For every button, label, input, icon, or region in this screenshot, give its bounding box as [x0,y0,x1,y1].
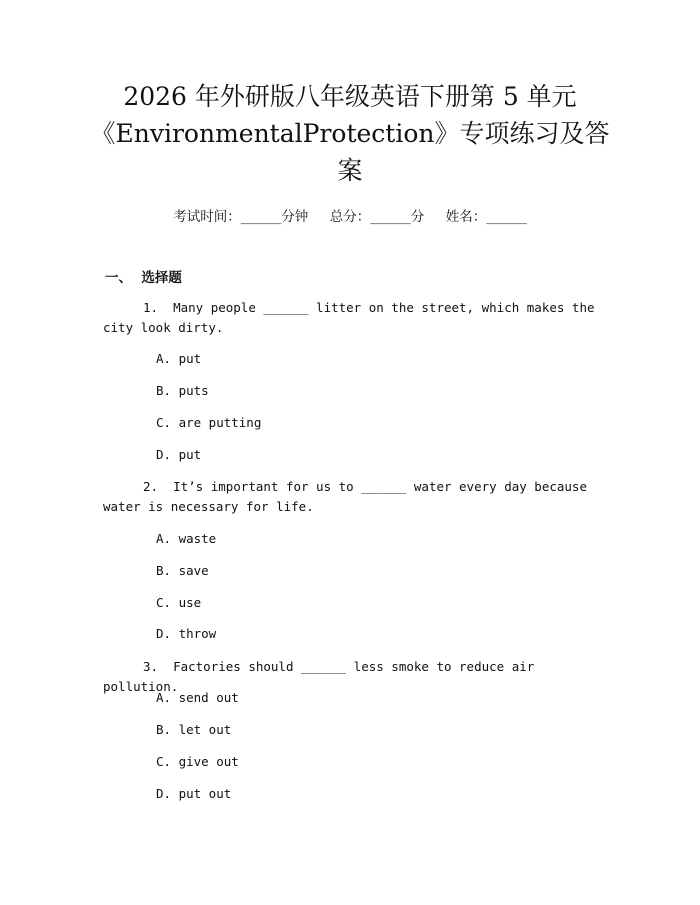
question-number: 1. [142,300,158,315]
option-3c: C. give out [156,754,239,769]
option-1c: C. are putting [156,415,262,430]
exam-meta-line: 考试时间：______分钟 总分：______分 姓名：______ [173,209,527,225]
option-2b: B. save [156,563,209,578]
question-2 [103,477,603,517]
option-3b: B. let out [156,722,232,737]
title-line-1: 2026 年外研版八年级英语下册第 5 单元 [123,82,577,111]
question-number: 2. [142,479,158,494]
option-1d: D. put [156,447,202,462]
option-1a: A. put [156,351,202,366]
option-3a: A. send out [156,690,239,705]
option-1b: B. puts [156,383,209,398]
option-2d: D. throw [156,626,217,641]
section-heading: 一、 选择题 [105,270,182,286]
question-text: It’s important for us to ______ water every day because water is necessary for life. [103,479,595,514]
page-title [90,78,610,189]
option-3d: D. put out [156,786,232,801]
title-line-3: 案 [337,156,363,185]
question-text: Factories should ______ less smoke to reduce air pollution. [103,659,542,694]
option-2c: C. use [156,595,202,610]
question-1 [103,298,603,338]
title-line-2: 《EnvironmentalProtection》专项练习及答 [90,119,610,148]
option-2a: A. waste [156,531,217,546]
question-text: Many people ______ litter on the street, which makes the city look dirty. [103,300,603,335]
question-number: 3. [142,659,158,674]
